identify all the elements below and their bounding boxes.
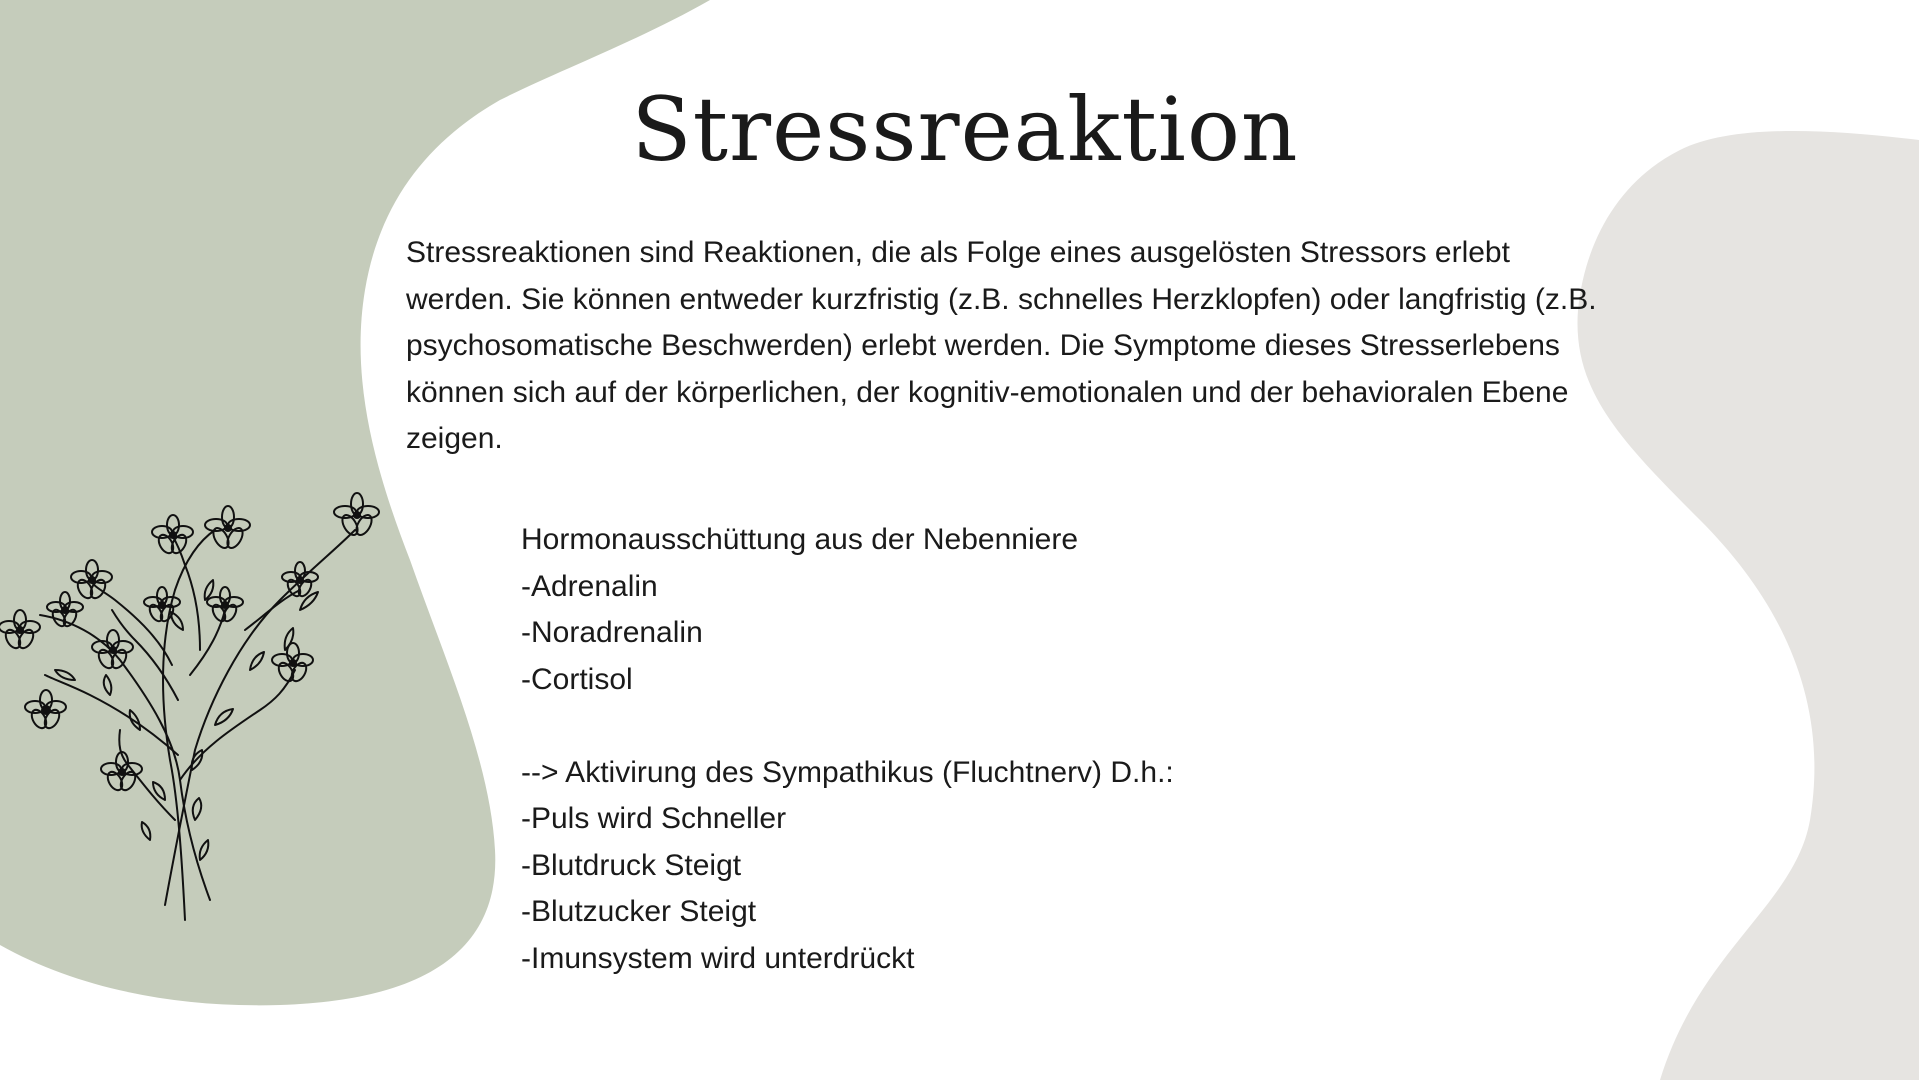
flower-head: [25, 690, 66, 731]
leaf: [142, 822, 151, 840]
flower-head: [101, 752, 142, 793]
leaf: [130, 710, 140, 730]
flower-head: [92, 630, 133, 671]
leaf: [193, 798, 202, 820]
list-item: -Noradrenalin: [521, 616, 703, 649]
slide-title: Stressreaktion: [631, 78, 1299, 181]
flower-illustration: [0, 480, 390, 930]
leaf: [300, 592, 318, 610]
flower-head: [334, 493, 379, 538]
grey-blob-shape: [1577, 131, 1919, 1080]
flower-head: [272, 643, 313, 684]
leaf: [104, 675, 112, 695]
spacer: [521, 703, 1421, 750]
flower-stem: [180, 670, 295, 780]
list-item: -Puls wird Schneller: [521, 802, 787, 835]
leaf: [215, 709, 233, 725]
flower-head: [205, 506, 250, 551]
flower-head: [47, 592, 83, 628]
list-item: -Imunsystem wird unterdrückt: [521, 941, 915, 975]
flower-stem: [245, 590, 300, 630]
intro-paragraph: Stressreaktionen sind Reaktionen, die als Folge eines ausgelösten Stressors erlebt werden. Sie können entweder kurzfristig (z.B. schnelles Herzklopfen) oder langfristig (z.B. psychosomatische Beschwerden) erlebt werden. Die Symptome dieses Stresserlebens können sich auf der körperlichen, der kognitiv-emotionalen und der behavioralen Ebene zeigen.: [406, 236, 1597, 455]
sympathetic-heading: --> Aktivirung des Sympathikus (Fluchtnerv) D.h.:: [521, 755, 1174, 789]
leaf: [200, 840, 209, 860]
list-item: -Blutdruck Steigt: [521, 848, 742, 882]
flower-head: [0, 610, 40, 651]
leaf: [55, 670, 75, 680]
list-item: -Adrenalin: [521, 569, 658, 603]
list-item: -Cortisol: [521, 662, 633, 696]
flower-head: [152, 515, 193, 556]
leaf: [250, 652, 264, 670]
symptom-list: [521, 517, 1421, 982]
hormones-heading: Hormonausschüttung aus der Nebenniere: [521, 523, 1079, 556]
list-item: -Blutzucker Steigt: [521, 895, 757, 928]
